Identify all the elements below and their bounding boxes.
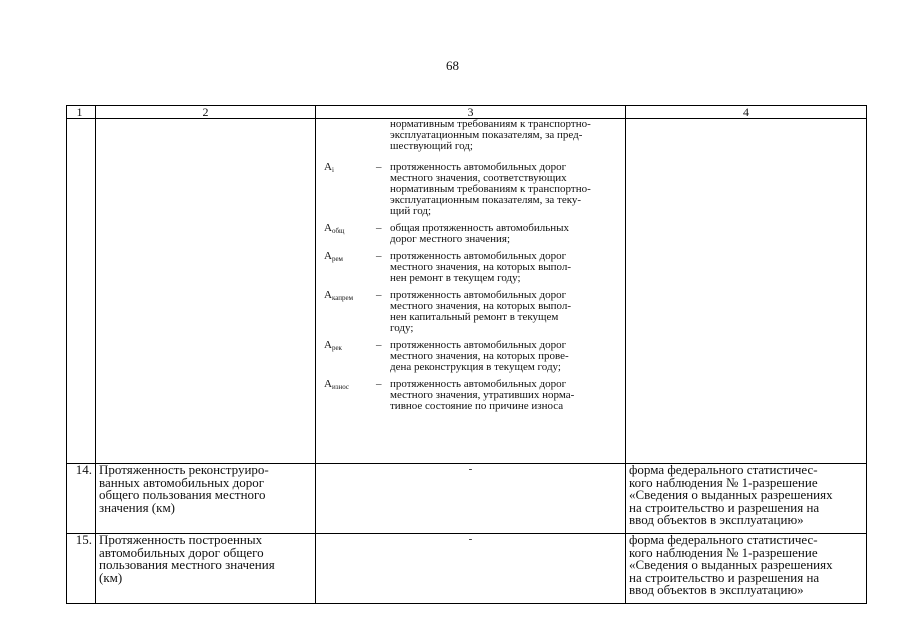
- data-source: форма федерального статистичес- кого наблюдения № 1-разрешение «Сведения о выданных разрешениях на строительство и разрешения на ввод объектов в эксплуатацию»: [626, 464, 867, 534]
- indicator-name: Протяженность построенных автомобильных дорог общего пользования местного значения (км): [96, 534, 316, 604]
- indicators-table: [66, 105, 867, 604]
- definition-item: $A_i$ – протяженность автомобильных дорог местного значения, соответствующих нормативным требованиям к транспортно- эксплуатационным показателям, за теку- щий год;: [324, 162, 614, 223]
- variable-symbol: $A_{рем}$: [324, 250, 343, 263]
- row-number: 15.: [67, 534, 96, 604]
- definition-item: $A_{общ}$ – общая протяженность автомобильных дорог местного значения;: [324, 223, 614, 251]
- indicator-name: Протяженность реконструиро- ванных автомобильных дорог общего пользования местного значения (км): [96, 464, 316, 534]
- table-row: [67, 534, 867, 604]
- header-col-4: 4: [626, 106, 867, 119]
- definition-item: $A_{рем}$ – протяженность автомобильных дорог местного значения, на которых выпол- нен ремонт в текущем году;: [324, 251, 614, 290]
- variable-symbol: $A_i$: [324, 161, 334, 174]
- definition-text: протяженность автомобильных дорог местного значения, соответствующих нормативным требованиям к транспортно- эксплуатационным показателям, за теку- щий год;: [390, 161, 591, 217]
- variable-symbol: $A_{капрем}$: [324, 289, 354, 302]
- page-number: 68: [446, 58, 459, 73]
- formula-definitions-cell: [316, 119, 626, 464]
- definition-item: $A_{капрем}$ – протяженность автомобильных дорог местного значения, на которых выпол- нен капитальный ремонт в текущем году;: [324, 290, 614, 340]
- row-number: 14.: [67, 464, 96, 534]
- table-row: [67, 464, 867, 534]
- definitions-list: [324, 162, 614, 418]
- data-source: форма федерального статистичес- кого наблюдения № 1-разрешение «Сведения о выданных разрешениях на строительство и разрешения на ввод объектов в эксплуатацию»: [626, 534, 867, 604]
- definition-item: $A_{износ}$ – протяженность автомобильных дорог местного значения, утративших норма- тивное состояние по причине износа: [324, 379, 614, 418]
- formula-cell: -: [316, 534, 626, 604]
- definition-text: протяженность автомобильных дорог местного значения, на которых прове- дена реконструкция в текущем году;: [390, 339, 569, 373]
- variable-symbol: $A_{общ}$: [324, 222, 345, 235]
- header-row: [67, 106, 867, 119]
- definition-text: общая протяженность автомобильных дорог местного значения;: [390, 222, 570, 245]
- header-col-3: 3: [316, 106, 626, 119]
- continuation-row: [67, 119, 867, 464]
- variable-symbol: $A_{рек}$: [324, 339, 342, 352]
- header-col-2: 2: [96, 106, 316, 119]
- variable-symbol: $A_{износ}$: [324, 378, 349, 391]
- formula-cell: -: [316, 464, 626, 534]
- continued-text: нормативным требованиям к транспортно- эксплуатационным показателям, за пред- шествующий год;: [390, 118, 591, 152]
- definition-item: $A_{рек}$ – протяженность автомобильных дорог местного значения, на которых прове- дена реконструкция в текущем году;: [324, 340, 614, 379]
- definition-text: протяженность автомобильных дорог местного значения, утративших норма- тивное состояние по причине износа: [390, 378, 575, 412]
- definition-text: протяженность автомобильных дорог местного значения, на которых выпол- нен ремонт в текущем году;: [390, 250, 572, 284]
- header-col-1: 1: [67, 106, 96, 119]
- definition-text: протяженность автомобильных дорог местного значения, на которых выпол- нен капитальный ремонт в текущем году;: [390, 289, 572, 334]
